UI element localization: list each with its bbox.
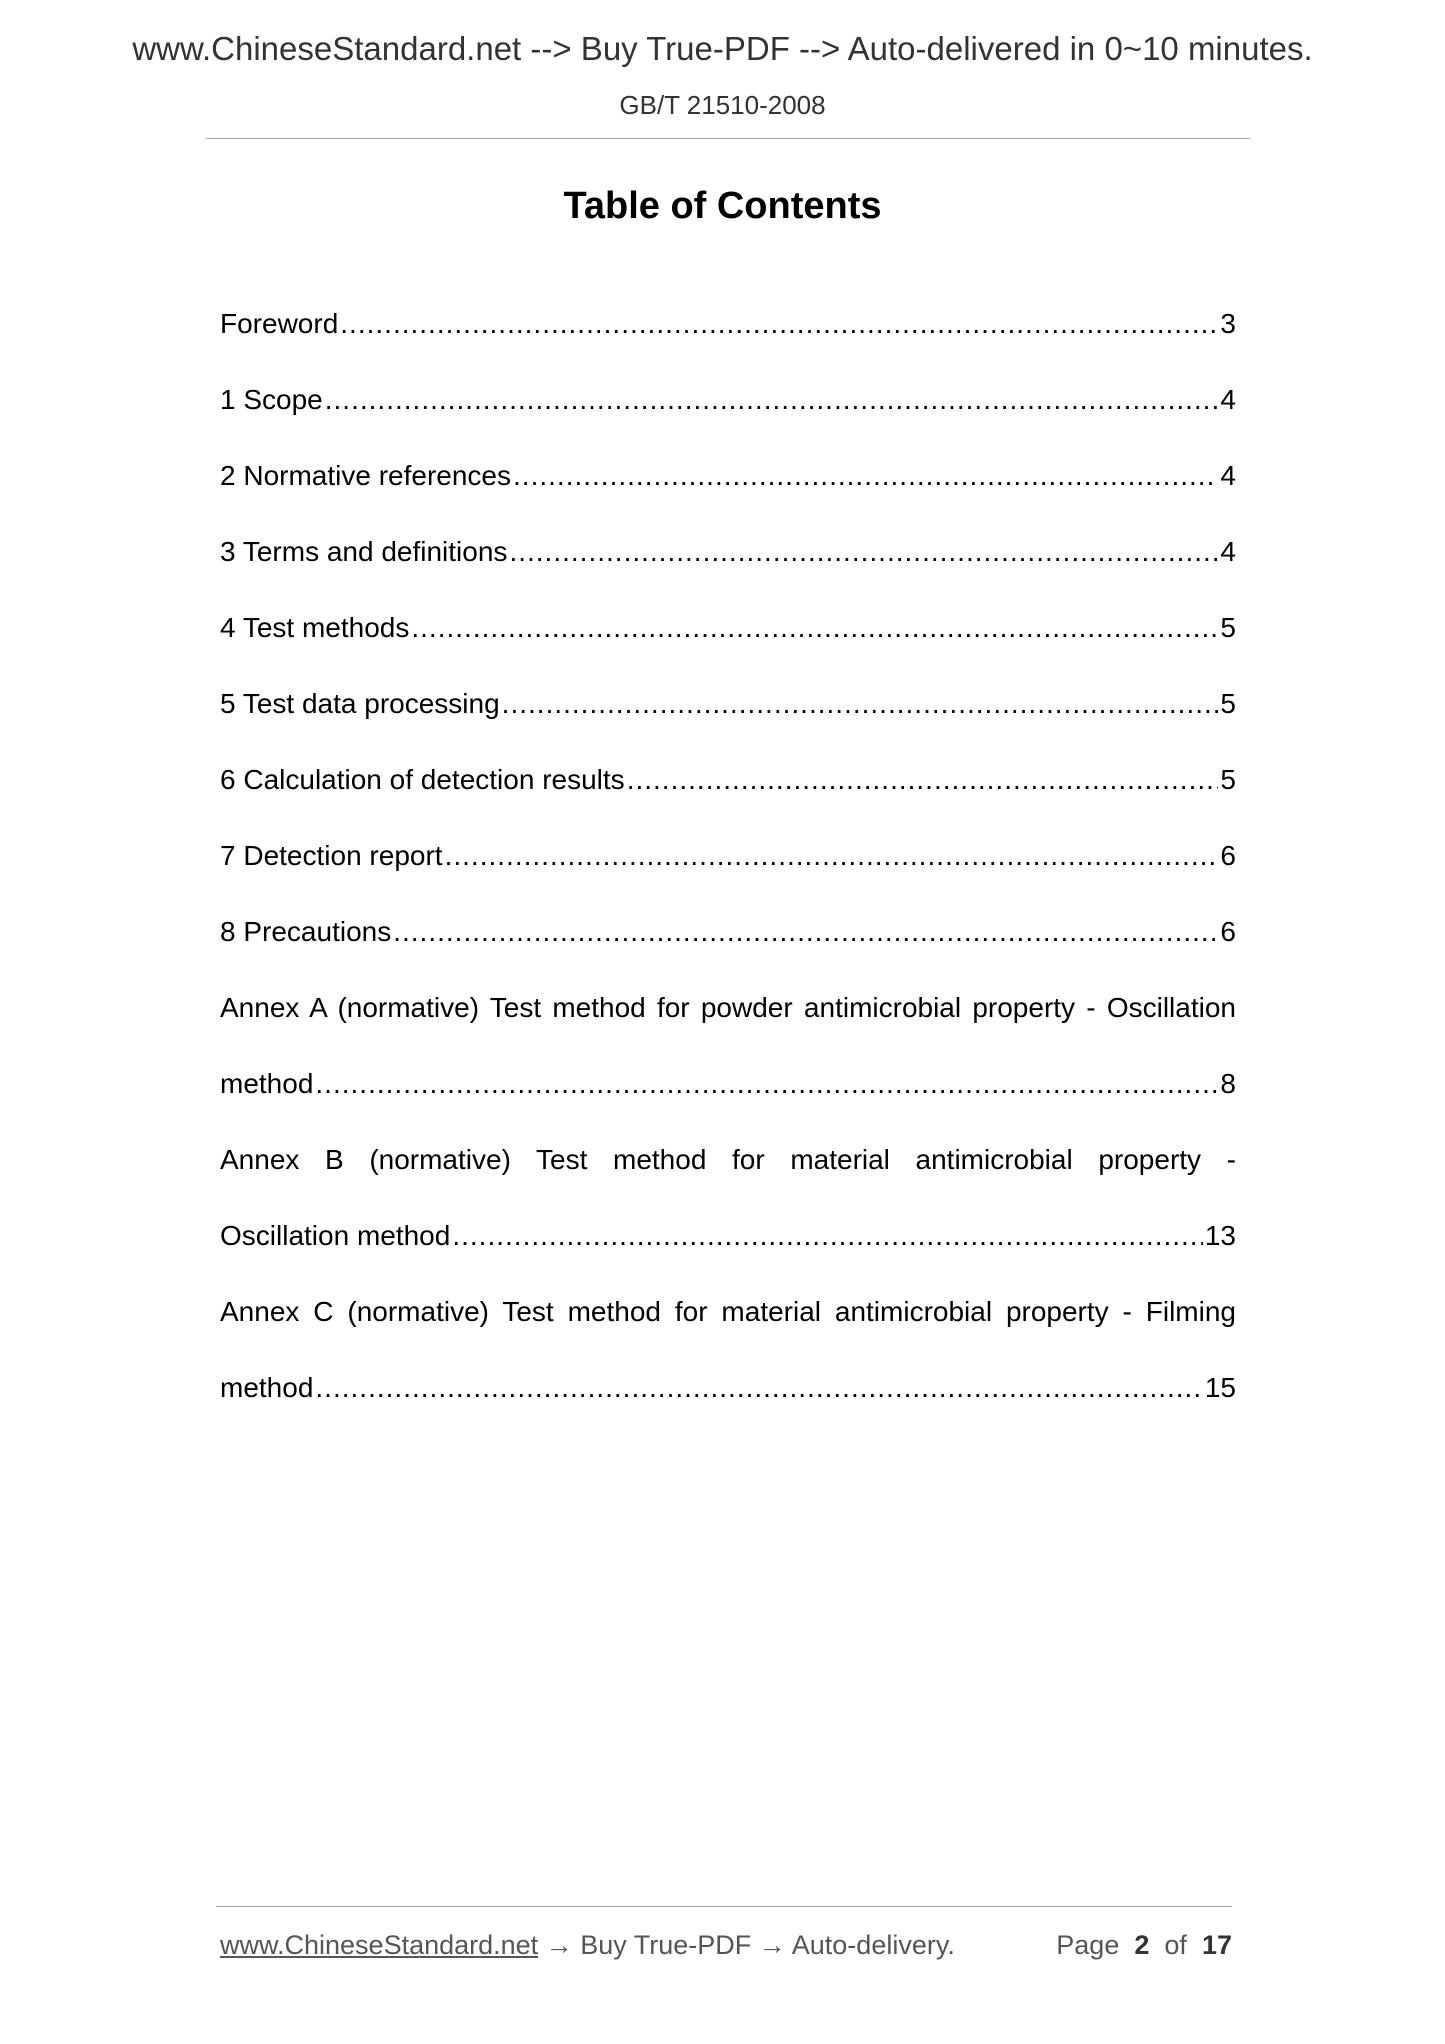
toc-entry-page: 6 (1220, 840, 1236, 871)
toc-entry-label: Oscillation method (220, 1220, 451, 1251)
site-link[interactable]: www.ChineseStandard.net (220, 1930, 539, 1960)
dot-leader (627, 760, 1219, 800)
toc-entry-label: method (220, 1372, 314, 1403)
toc-entry-label: method (220, 1068, 314, 1099)
toc-entry-label: 6 Calculation of detection results (220, 764, 625, 795)
toc-entry-label: 2 Normative references (220, 460, 512, 491)
of-word: of (1164, 1930, 1187, 1960)
toc-entry-page: 13 (1204, 1220, 1236, 1251)
toc-entry-annex-b[interactable] (220, 1216, 1236, 1256)
toc-entry-detection-report[interactable] (220, 836, 1236, 876)
toc-entry-page: 4 (1220, 536, 1236, 567)
toc-entry-page: 6 (1220, 916, 1236, 947)
toc-entry-foreword[interactable] (220, 304, 1236, 344)
toc-entry-page: 4 (1220, 460, 1236, 491)
toc-entry-label: 4 Test methods (220, 612, 410, 643)
toc-entry-normative-references[interactable] (220, 456, 1236, 496)
toc-entry-page: 15 (1204, 1372, 1236, 1403)
toc-entry-annex-b-title[interactable]: Annex B (normative) Test method for material antimicrobial property - (220, 1144, 1236, 1175)
footer-left (220, 1925, 955, 1965)
dot-leader (445, 836, 1219, 876)
footer-divider (216, 1906, 1232, 1907)
toc-entry-label: Foreword (220, 308, 339, 339)
page-footer (220, 1925, 1232, 1965)
top-banner: www.ChineseStandard.net --> Buy True-PDF --> Auto-delivered in 0~10 minutes. (132, 30, 1313, 67)
toc-entry-page: 5 (1220, 688, 1236, 719)
toc-entry-label: 1 Scope (220, 384, 323, 415)
toc-entry-label: 5 Test data processing (220, 688, 500, 719)
dot-leader (502, 684, 1219, 724)
page-title: Table of Contents (563, 185, 882, 227)
footer-delivery-text: Auto-delivery. (791, 1930, 955, 1960)
toc-entry-annex-a[interactable] (220, 1064, 1236, 1104)
dot-leader (340, 304, 1218, 344)
toc-entry-label: 8 Precautions (220, 916, 392, 947)
dot-leader (315, 1064, 1218, 1104)
dot-leader (325, 380, 1219, 420)
toc-entry-test-methods[interactable] (220, 608, 1236, 648)
toc-entry-annex-c-title[interactable]: Annex C (normative) Test method for material antimicrobial property - Filming (220, 1296, 1236, 1327)
dot-leader (411, 608, 1218, 648)
toc-entry-label: 7 Detection report (220, 840, 443, 871)
arrow-icon: → (538, 1930, 581, 1960)
toc-entry-annex-a-title[interactable]: Annex A (normative) Test method for powder antimicrobial property - Oscillation (220, 992, 1236, 1023)
toc-entry-test-data-processing[interactable] (220, 684, 1236, 724)
toc-entry-page: 8 (1220, 1068, 1236, 1099)
dot-leader (393, 912, 1218, 952)
page-indicator (1056, 1925, 1232, 1965)
dot-leader (509, 532, 1218, 572)
toc-entry-calculation-of-detection-results[interactable] (220, 760, 1236, 800)
header-divider (206, 138, 1250, 139)
total-pages: 17 (1201, 1930, 1232, 1960)
arrow-icon: → (751, 1930, 792, 1960)
toc-entry-label: 3 Terms and definitions (220, 536, 508, 567)
toc-entry-page: 3 (1220, 308, 1236, 339)
toc-entry-scope[interactable] (220, 380, 1236, 420)
standard-number: GB/T 21510-2008 (619, 90, 826, 120)
toc-entry-annex-c[interactable] (220, 1368, 1236, 1408)
page-word: Page (1056, 1930, 1120, 1960)
current-page: 2 (1134, 1930, 1150, 1960)
toc-entry-page: 5 (1220, 612, 1236, 643)
dot-leader (315, 1368, 1202, 1408)
toc-entry-terms-and-definitions[interactable] (220, 532, 1236, 572)
dot-leader (513, 456, 1218, 496)
toc-entry-page: 5 (1220, 764, 1236, 795)
toc-entry-precautions[interactable] (220, 912, 1236, 952)
footer-buy-text: Buy True-PDF (580, 1930, 752, 1960)
toc-entry-page: 4 (1220, 384, 1236, 415)
dot-leader (452, 1216, 1203, 1256)
